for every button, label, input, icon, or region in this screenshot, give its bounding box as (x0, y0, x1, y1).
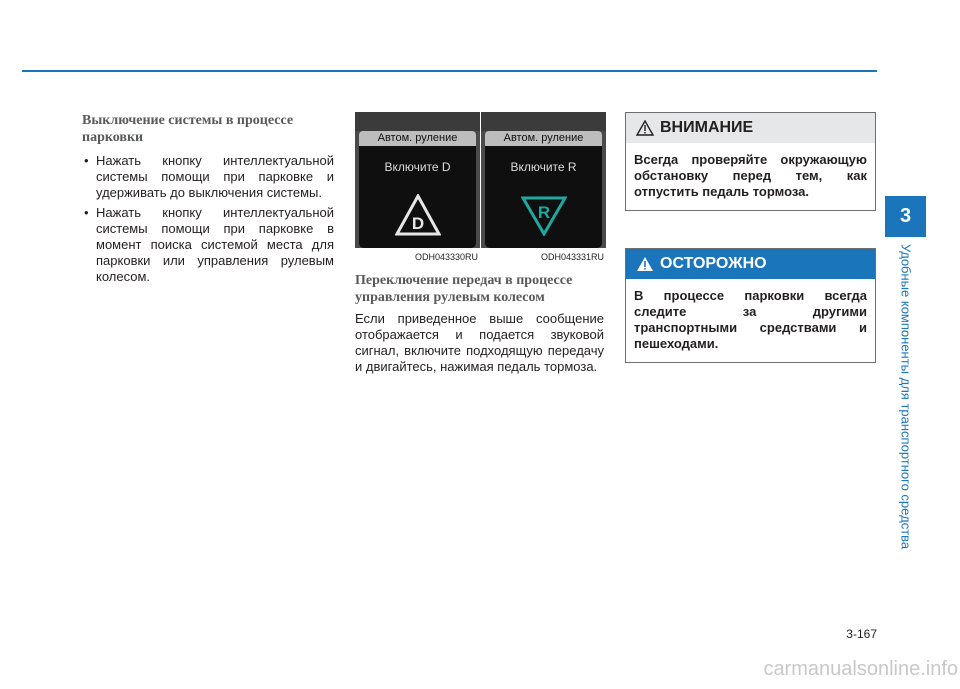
screen-title: Автом. руление (359, 131, 476, 146)
gear-r-triangle-icon (521, 194, 567, 236)
screen-message: Включите D (384, 160, 451, 174)
warning-text: Всегда проверяйте окружающую обстановку перед тем, как отпустить педаль тормоза. (634, 152, 867, 199)
section-heading: Переключение передач в процессе управления рулевым колесом (355, 273, 573, 305)
chapter-title: Удобные компоненты для транспортного средства (898, 244, 913, 550)
caution-label: ОСТОРОЖНО (660, 255, 767, 272)
chapter-title-wrap (885, 244, 926, 574)
section-paragraph: Если приведенное выше сообщение отображается и подается звуковой сигнал, включите подходящую передачу и двигайтесь, нажимая педаль тормоза. (355, 311, 604, 374)
bullet-symbol: • (84, 153, 89, 168)
bullet-list (82, 153, 334, 285)
warning-box (625, 112, 876, 211)
cluster-image-drive (355, 112, 480, 266)
gear-letter: R (537, 203, 551, 222)
screen-message: Включите R (510, 160, 577, 174)
warning-triangle-filled-icon (636, 256, 654, 272)
caution-header (626, 249, 875, 279)
list-item (82, 153, 334, 201)
cluster-image-reverse (481, 112, 606, 266)
section-heading: Выключение системы в процессе парковки (82, 113, 294, 145)
bullet-text: Нажать кнопку интеллектуальной системы помощи при парковке в момент поиска системой места для парковки или управления рулевым колесом. (96, 205, 334, 284)
watermark: carmanualsonline.info (763, 658, 958, 680)
image-caption: ODH043331RU (540, 252, 604, 262)
image-caption: ODH043330RU (414, 252, 478, 262)
chapter-number-tab: 3 (885, 196, 926, 237)
gear-letter: D (411, 214, 425, 233)
bullet-symbol: • (84, 205, 89, 220)
section-parking-off (82, 112, 334, 289)
warning-triangle-outline-icon (636, 120, 654, 136)
gear-d-triangle-icon (395, 194, 441, 236)
screen-frame (481, 112, 606, 248)
screen-frame (355, 112, 480, 248)
bullet-text: Нажать кнопку интеллектуальной системы помощи при парковке и удерживать до выключения системы. (96, 153, 334, 200)
list-item (82, 205, 334, 285)
screen-title: Автом. руление (485, 131, 602, 146)
warning-header (626, 113, 875, 143)
top-rule (22, 70, 877, 72)
page-number: 3-167 (846, 627, 877, 641)
section-gear-shift (355, 272, 604, 375)
caution-box (625, 248, 876, 363)
warning-label: ВНИМАНИЕ (660, 119, 754, 136)
caution-text: В процессе парковки всегда следите за другими транспортными средствами и пешеходами. (634, 288, 867, 351)
